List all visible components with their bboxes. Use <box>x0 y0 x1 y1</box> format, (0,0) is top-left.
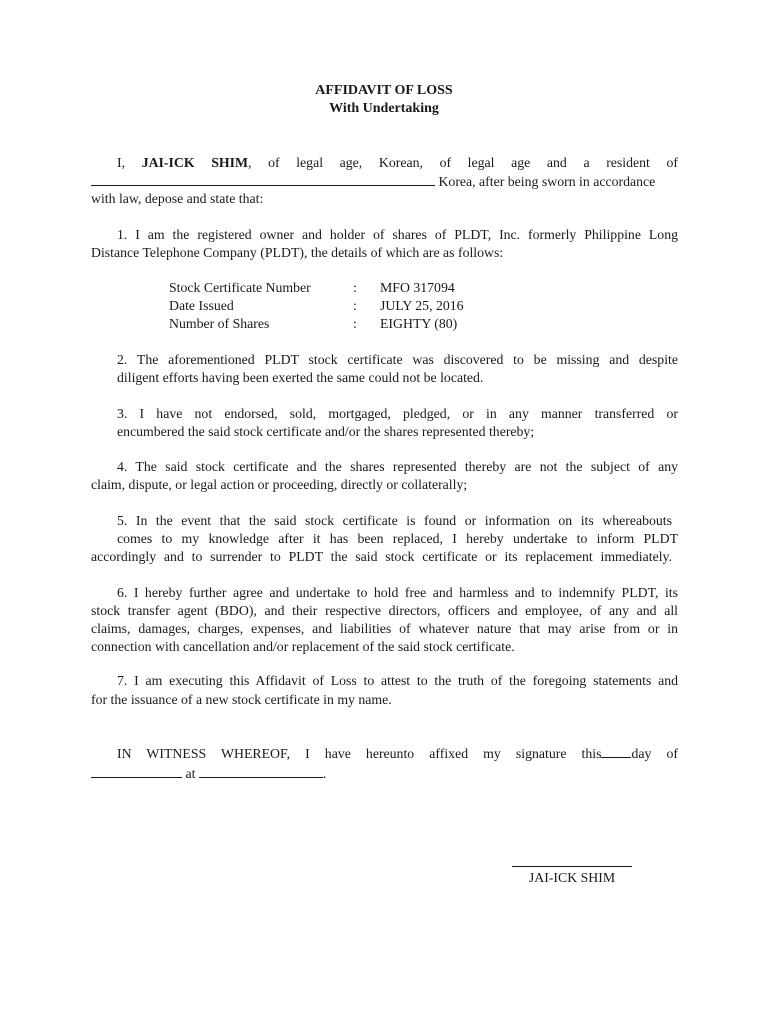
place-blank <box>199 764 323 778</box>
affiant-name: JAI-ICK SHIM <box>141 155 249 170</box>
signatory-name: JAI-ICK SHIM <box>528 870 616 885</box>
p6-line-4: connection with cancellation and/or replacement of the said stock certificate. <box>91 639 515 654</box>
p4-line-2: claim, dispute, or legal action or proceeding, directly or collaterally; <box>91 477 468 492</box>
detail-value: EIGHTY (80) <box>380 316 458 331</box>
document-title: AFFIDAVIT OF LOSS <box>315 83 453 98</box>
signature-line <box>512 866 632 867</box>
document-subtitle: With Undertaking <box>329 101 439 116</box>
p1-line-2: Distance Telephone Company (PLDT), the details of which are as follows: <box>91 245 504 260</box>
p6-line-1: 6. I hereby further agree and undertake to hold free and harmless and to indemnify PLDT, its <box>117 585 678 600</box>
witness-text-b: day of <box>631 746 678 761</box>
detail-label: Stock Certificate Number <box>169 280 311 295</box>
day-blank <box>601 744 631 758</box>
p5-line-2: comes to my knowledge after it has been replaced, I hereby undertake to inform PLDT <box>117 531 678 546</box>
month-blank <box>91 764 182 778</box>
p5-line-1: 5. In the event that the said stock certificate is found or information on its whereabouts <box>117 513 672 528</box>
p5-line-3: accordingly and to surrender to PLDT the said stock certificate or its replacement immediately. <box>91 549 672 564</box>
p2-line-2: diligent efforts having been exerted the same could not be located. <box>117 370 484 385</box>
witness-line-2 <box>91 764 678 783</box>
intro-line2-rest: Korea, after being sworn in accordance <box>438 174 656 189</box>
p4-line-1: 4. The said stock certificate and the shares represented thereby are not the subject of any <box>117 459 678 474</box>
detail-separator: : <box>353 280 357 295</box>
p2-line-1: 2. The aforementioned PLDT stock certificate was discovered to be missing and despite <box>117 352 678 367</box>
detail-value: JULY 25, 2016 <box>380 298 464 313</box>
p3-line-2: encumbered the said stock certificate and/or the shares represented thereby; <box>117 424 535 439</box>
witness-at: at <box>185 766 196 781</box>
p1-line-1: 1. I am the registered owner and holder of shares of PLDT, Inc. formerly Philippine Long <box>117 227 678 242</box>
detail-separator: : <box>353 316 357 331</box>
witness-period: . <box>322 766 327 781</box>
detail-value: MFO 317094 <box>380 280 455 295</box>
intro-line-1 <box>117 154 678 172</box>
witness-text-a: IN WITNESS WHEREOF, I have hereunto affixed my signature this <box>117 746 602 761</box>
p7-line-2: for the issuance of a new stock certificate in my name. <box>91 692 392 707</box>
intro-line-3: with law, depose and state that: <box>91 191 264 206</box>
intro-prefix: I, <box>117 155 126 170</box>
p3-line-1: 3. I have not endorsed, sold, mortgaged, pledged, or in any manner transferred or <box>117 406 678 421</box>
intro-line1-rest: , of legal age, Korean, of legal age and a resident of <box>248 155 679 170</box>
residence-blank <box>91 172 435 186</box>
witness-line-1 <box>117 744 678 763</box>
p7-line-1: 7. I am executing this Affidavit of Loss to attest to the truth of the foregoing statements and <box>117 673 678 688</box>
detail-separator: : <box>353 298 357 313</box>
p6-line-3: claims, damages, charges, expenses, and liabilities of whatever nature that may arise from or in <box>91 621 678 636</box>
intro-line-2 <box>91 172 678 191</box>
p6-line-2: stock transfer agent (BDO), and their respective directors, officers and employee, of any and all <box>91 603 678 618</box>
detail-label: Date Issued <box>169 298 234 313</box>
detail-label: Number of Shares <box>169 316 270 331</box>
